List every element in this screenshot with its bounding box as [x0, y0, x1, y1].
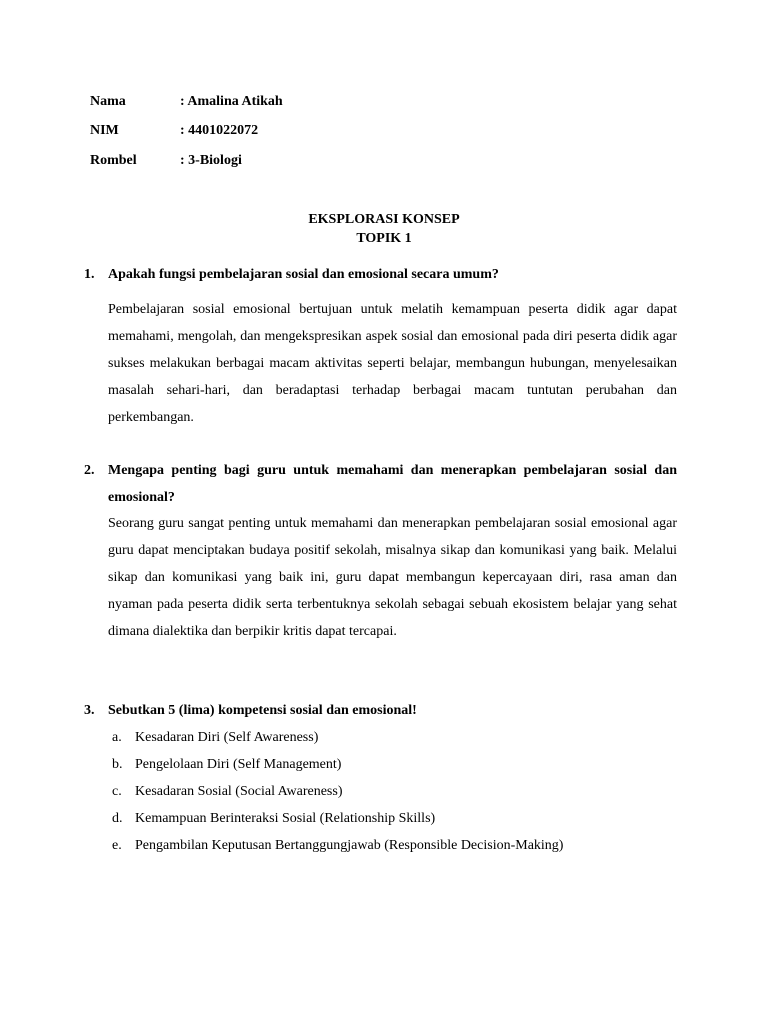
question-number: 1.	[84, 267, 95, 282]
competency-list	[108, 724, 677, 859]
question-text: Mengapa penting bagi guru untuk memahami dan menerapkan pembelajaran sosial dan emosional?	[108, 463, 677, 505]
identity-label: NIM	[90, 123, 119, 138]
list-item	[108, 778, 677, 805]
answer-paragraph: Seorang guru sangat penting untuk memahami dan menerapkan pembelajaran sosial emosional agar guru dapat menciptakan budaya positif sekolah, misalnya sikap dan komunikasi yang baik. Melalui sikap dan komunikasi yang baik ini, guru dapat membangun kepercayaan diri, rasa aman dan nyaman pada peserta didik serta terbentuknya sekolah sebagai sebuah ekosistem belajar yang sehat dimana dialektika dan berpikir kritis dapat tercapai.	[108, 516, 677, 639]
page-title: EKSPLORASI KONSEP	[308, 212, 460, 227]
list-item-text: Kesadaran Diri (Self Awareness)	[135, 730, 319, 745]
list-item-text: Kesadaran Sosial (Social Awareness)	[135, 784, 343, 799]
list-marker: e.	[112, 838, 122, 853]
question-text: Sebutkan 5 (lima) kompetensi sosial dan emosional!	[108, 703, 417, 718]
page-subtitle: TOPIK 1	[356, 231, 412, 246]
identity-value: : 4401022072	[180, 123, 259, 138]
list-item	[108, 724, 677, 751]
answer-paragraph: Pembelajaran sosial emosional bertujuan untuk melatih kemampuan peserta didik agar dapat memahami, mengolah, dan mengekspresikan aspek sosial dan emosional pada diri peserta didik agar sukses melakukan berbagai macam aktivitas seperti belajar, membangun hubungan, menyelesaikan masalah sehari-hari, dan beradaptasi terhadap berbagai macam tuntutan perubahan dan perkembangan.	[108, 302, 677, 425]
list-item-text: Pengambilan Keputusan Bertanggungjawab (Responsible Decision-Making)	[135, 838, 564, 853]
identity-label: Nama	[90, 94, 126, 109]
identity-label: Rombel	[90, 153, 137, 168]
question-text: Apakah fungsi pembelajaran sosial dan emosional secara umum?	[108, 267, 499, 282]
list-item-text: Kemampuan Berinteraksi Sosial (Relationship Skills)	[135, 811, 436, 826]
list-item	[108, 751, 677, 778]
list-item-text: Pengelolaan Diri (Self Management)	[135, 757, 342, 772]
list-marker: d.	[112, 811, 123, 826]
identity-value: : Amalina Atikah	[180, 94, 283, 109]
question-number: 2.	[84, 463, 95, 478]
list-item	[108, 832, 677, 859]
list-marker: a.	[112, 730, 122, 745]
list-marker: c.	[112, 784, 122, 799]
list-item	[108, 805, 677, 832]
identity-value: : 3-Biologi	[180, 153, 242, 168]
question-number: 3.	[84, 703, 95, 718]
list-marker: b.	[112, 757, 123, 772]
